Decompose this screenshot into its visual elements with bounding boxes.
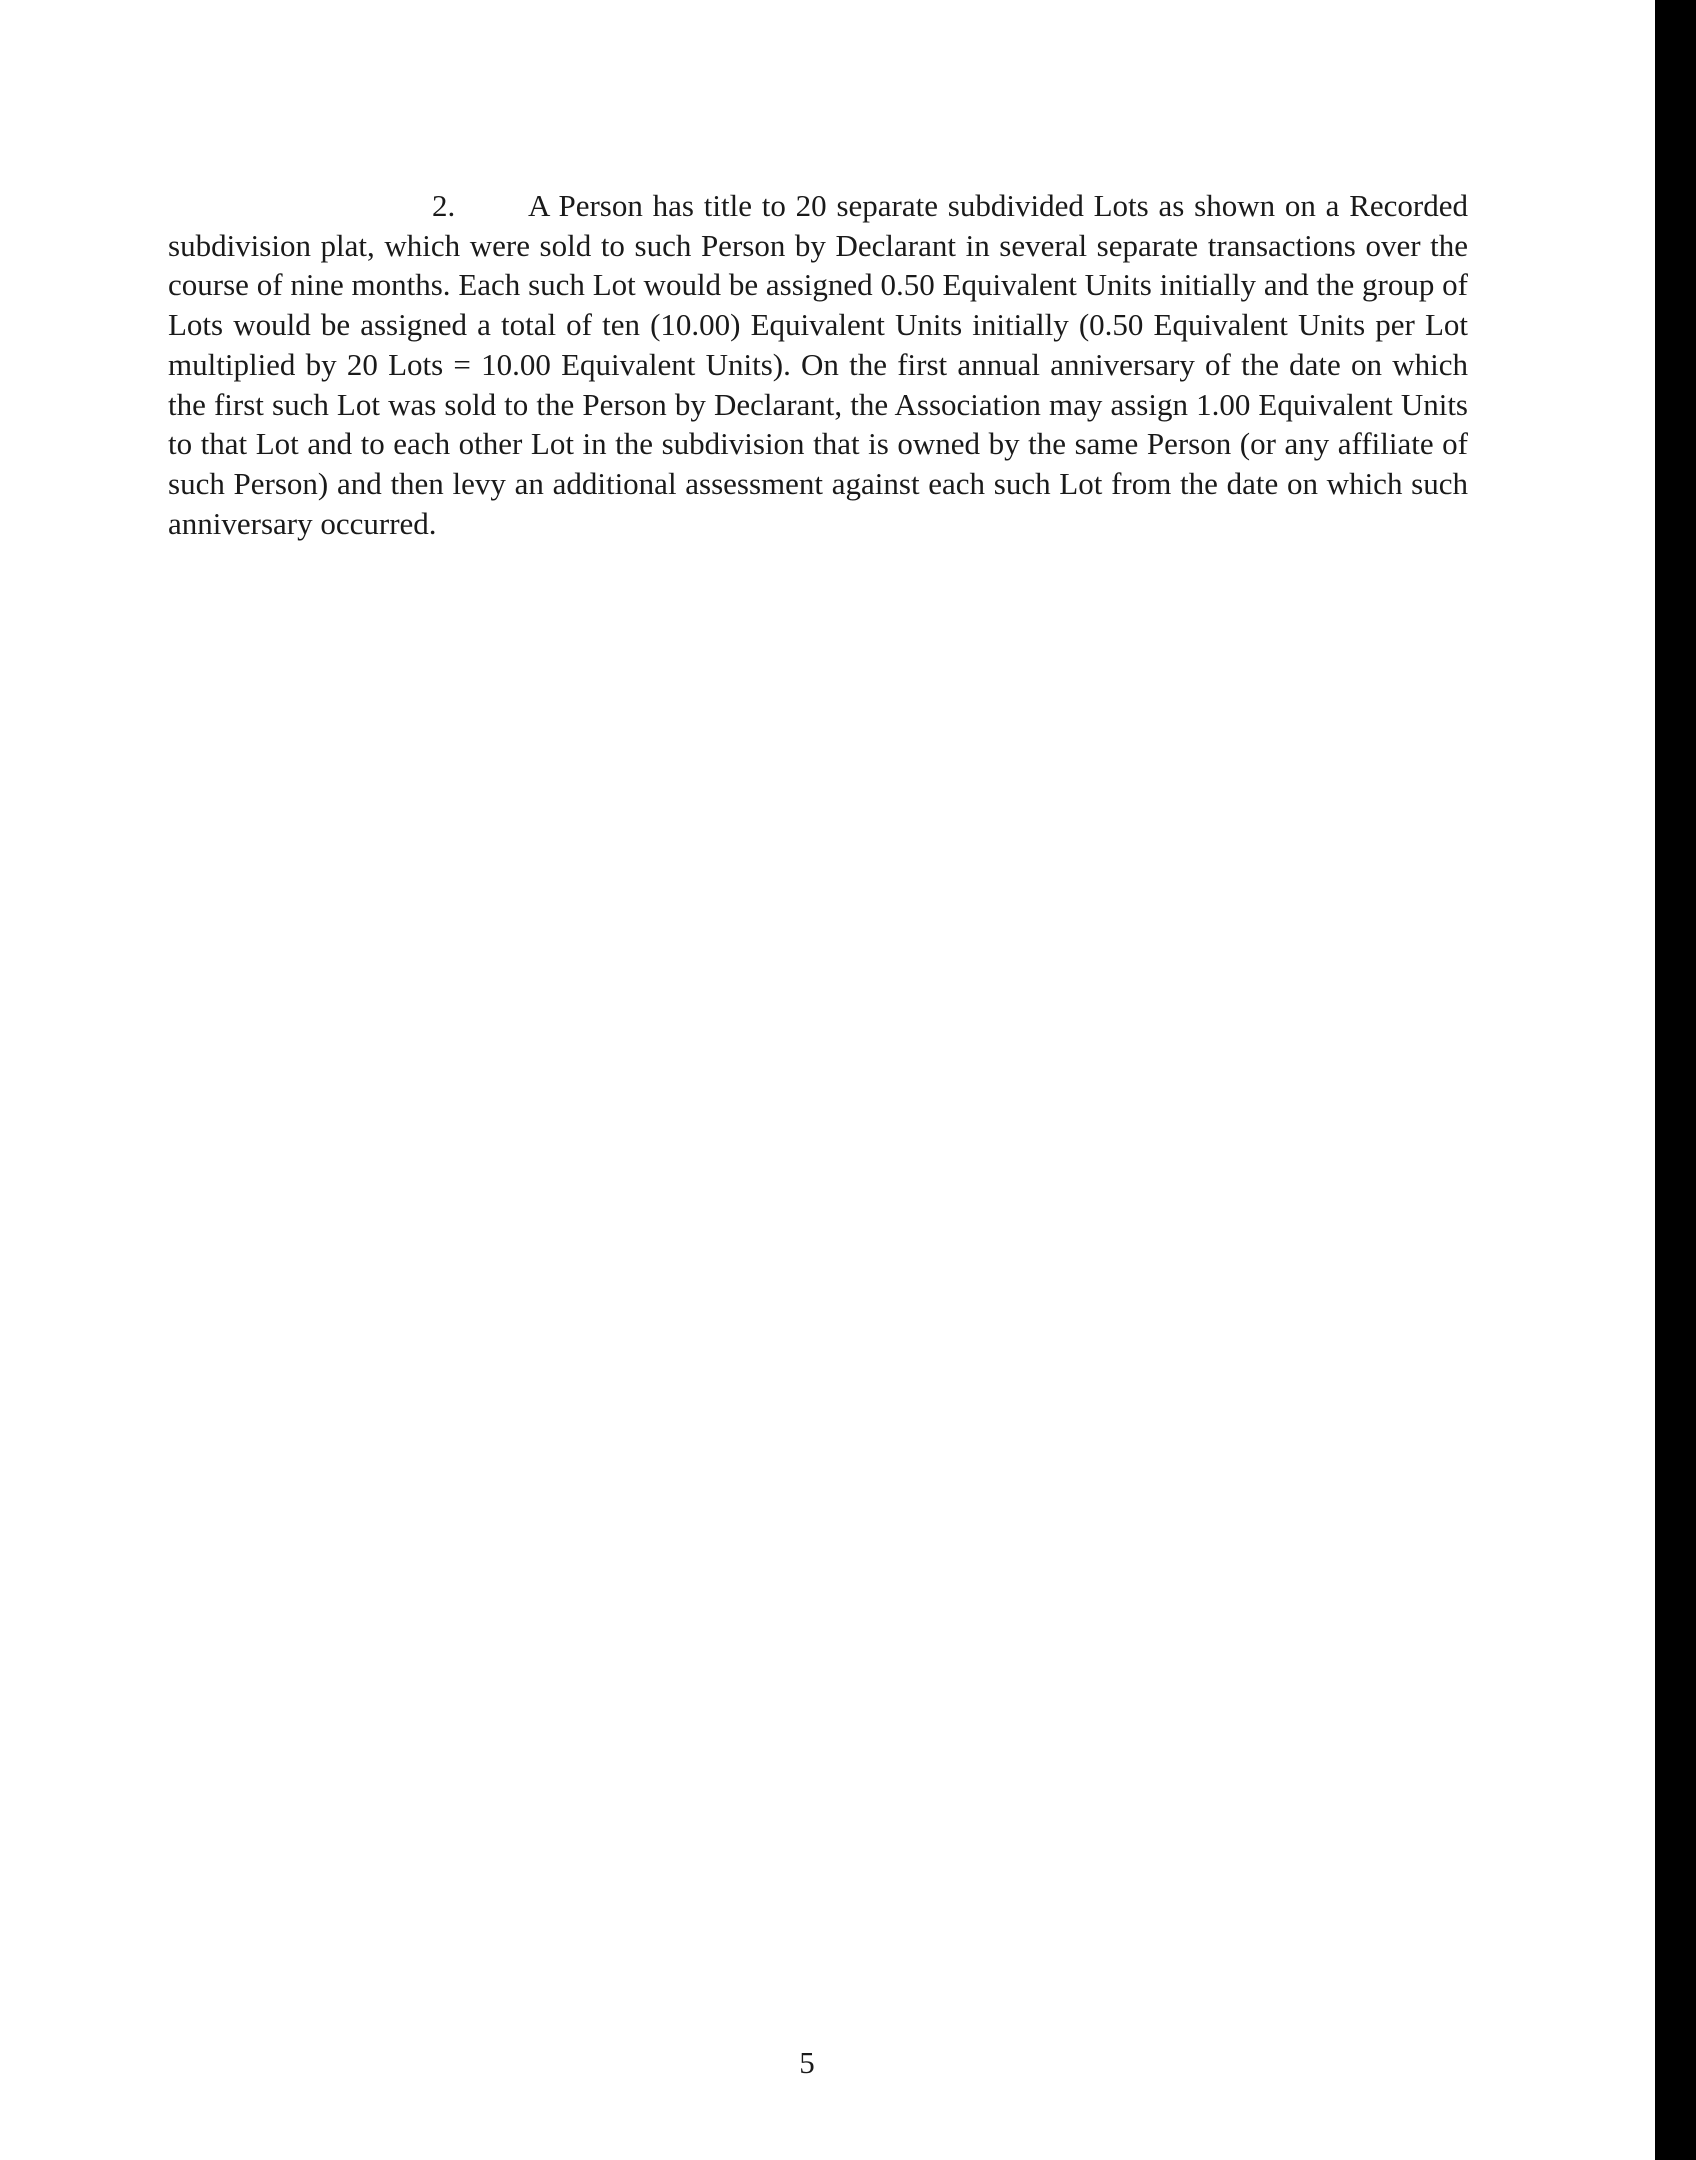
paragraph-text: A Person has title to 20 separate subdivided Lots as shown on a Recorded subdivision plat, which were sold to such Person by Declarant in several separate transactions over the course of nine months. Each such Lot would be assigned 0.50 Equivalent Units initially and the group of Lots would be assigned a total of ten (10.00) Equivalent Units initially (0.50 Equivalent Units per Lot multiplied by 20 Lots = 10.00 Equivalent Units). On the first annual anniversary of the date on which the first such Lot was sold to the Person by Declarant, the Association may assign 1.00 Equivalent Units to that Lot and to each other Lot in the subdivision that is owned by the same Person (or any affiliate of such Person) and then levy an additional assessment against each such Lot from the date on which such anniversary occurred. [168,188,1468,541]
page-number: 5 [799,2045,815,2080]
scan-edge-border [1655,0,1696,2160]
paragraph-number: 2. [432,188,456,223]
body-paragraph [168,186,1468,543]
